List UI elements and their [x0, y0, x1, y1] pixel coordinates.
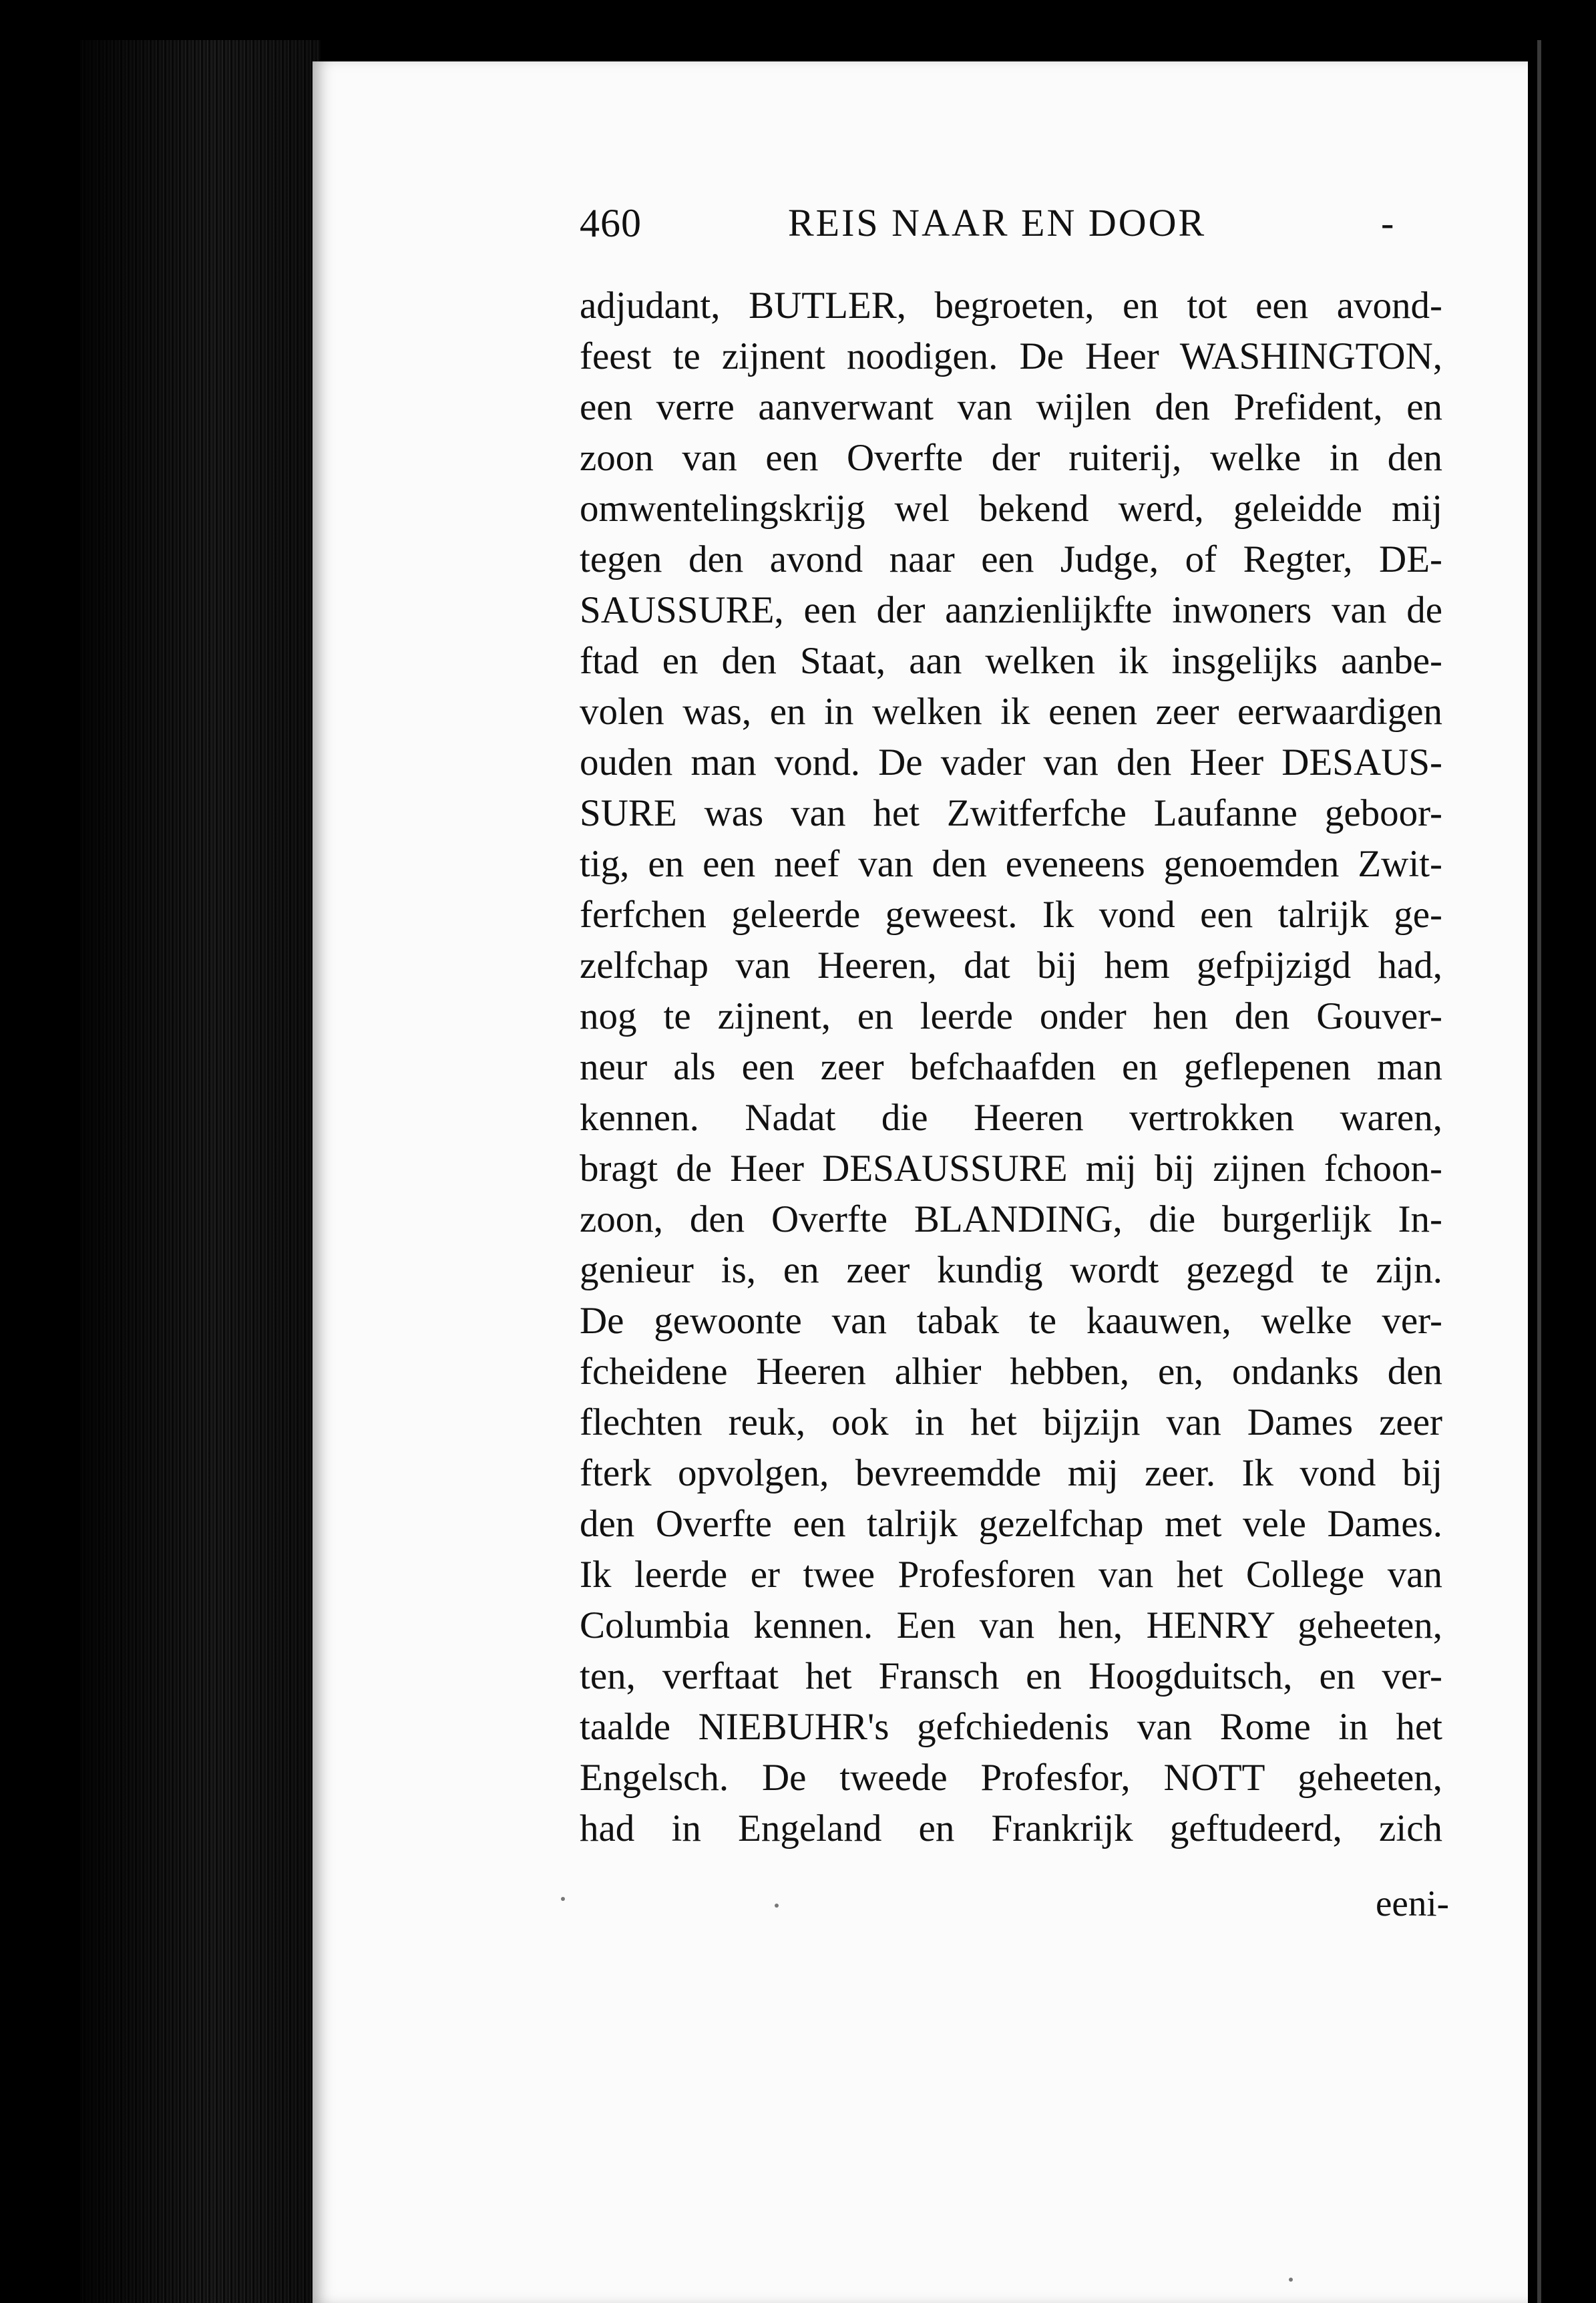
text-line: zelfchap van Heeren, dat bij hem gefpijzigd had,: [580, 944, 1442, 987]
text-line: SAUSSURE, een der aanzienlijkfte inwoners van de: [580, 589, 1442, 631]
page-header: [580, 200, 1401, 254]
text-line: omwentelingskrijg wel bekend werd, geleidde mij: [580, 488, 1442, 530]
right-page-edge: [1528, 27, 1596, 2303]
text-line: SURE was van het Zwitferfche Laufanne geboor-: [580, 792, 1442, 834]
header-dash: -: [1381, 201, 1394, 244]
book-gutter-edge: [80, 40, 321, 2303]
text-line: zoon, den Overfte BLANDING, die burgerlijk In-: [580, 1198, 1442, 1240]
text-line: ten, verftaat het Fransch en Hoogduitsch, en ver-: [580, 1655, 1442, 1697]
catchword: eeni-: [1376, 1883, 1449, 1924]
text-line: feest te zijnent noodigen. De Heer WASHINGTON,: [580, 335, 1442, 377]
text-line: adjudant, BUTLER, begroeten, en tot een avond-: [580, 285, 1442, 327]
text-line: ferfchen geleerde geweest. Ik vond een talrijk ge-: [580, 894, 1442, 936]
text-line: taalde NIEBUHR's gefchiedenis van Rome in het: [580, 1706, 1442, 1748]
scan-speck: [561, 1897, 565, 1901]
text-line: kennen. Nadat die Heeren vertrokken waren,: [580, 1097, 1442, 1139]
page-number: 460: [580, 201, 642, 245]
text-line: genieur is, en zeer kundig wordt gezegd te zijn.: [580, 1249, 1442, 1291]
scan-speck: [1289, 2278, 1293, 2282]
running-head: REIS NAAR EN DOOR: [788, 201, 1207, 244]
text-line: ouden man vond. De vader van den Heer DESAUS-: [580, 741, 1442, 783]
text-line: Columbia kennen. Een van hen, HENRY geheeten,: [580, 1604, 1442, 1646]
scan-speck: [775, 1904, 779, 1908]
text-line: Ik leerde er twee Profesforen van het College van: [580, 1554, 1442, 1596]
text-line: bragt de Heer DESAUSSURE mij bij zijnen fchoon-: [580, 1147, 1442, 1190]
body-text: [580, 281, 1442, 1854]
text-line: ftad en den Staat, aan welken ik insgelijks aanbe-: [580, 640, 1442, 682]
text-line: had in Engeland en Frankrijk geftudeerd, zich: [580, 1807, 1442, 1849]
text-line: volen was, en in welken ik eenen zeer eerwaardigen: [580, 691, 1442, 733]
text-line: De gewoonte van tabak te kaauwen, welke ver-: [580, 1300, 1442, 1342]
text-line: neur als een zeer befchaafden en geflepenen man: [580, 1046, 1442, 1088]
text-line: den Overfte een talrijk gezelfchap met vele Dames.: [580, 1503, 1442, 1545]
text-line: Engelsch. De tweede Profesfor, NOTT geheeten,: [580, 1757, 1442, 1799]
text-line: tegen den avond naar een Judge, of Regter, DE-: [580, 538, 1442, 580]
text-line: een verre aanverwant van wijlen den Prefident, en: [580, 386, 1442, 428]
text-line: zoon van een Overfte der ruiterij, welke in den: [580, 437, 1442, 479]
text-line: flechten reuk, ook in het bijzijn van Dames zeer: [580, 1401, 1442, 1443]
text-line: tig, en een neef van den eveneens genoemden Zwit-: [580, 843, 1442, 885]
text-line: fterk opvolgen, bevreemdde mij zeer. Ik vond bij: [580, 1452, 1442, 1494]
text-line: fcheidene Heeren alhier hebben, en, ondanks den: [580, 1351, 1442, 1393]
text-line: nog te zijnent, en leerde onder hen den Gouver-: [580, 995, 1442, 1037]
